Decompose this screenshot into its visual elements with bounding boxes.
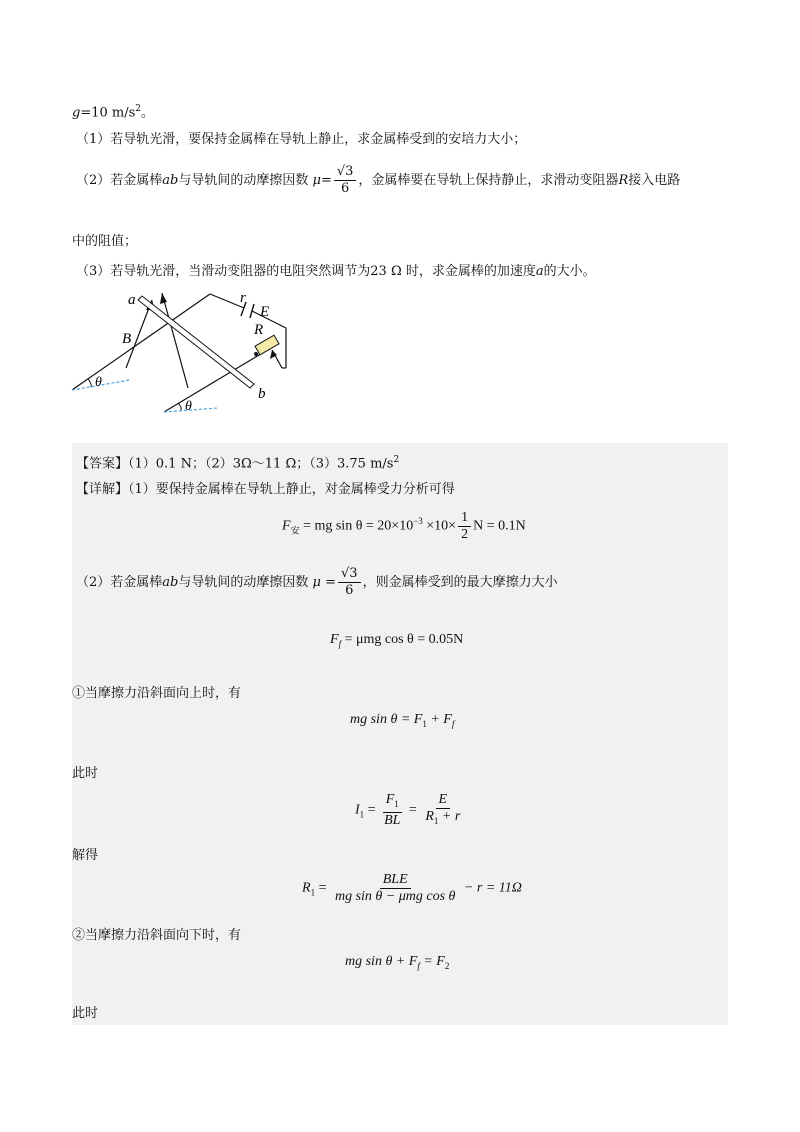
equation-case-1: mg $\sin \theta = F_1 + F_f$: [350, 712, 455, 729]
mu-fraction-solution: $\frac{√3}{6}$: [338, 566, 361, 599]
equation-current: $I_1$ = $\frac{F_1}{BL}$ = $\frac{E}{R_1 + r}$: [355, 792, 465, 829]
current-fraction-1: $\frac{F_1}{BL}$: [384, 792, 401, 828]
label-r: r: [240, 290, 246, 306]
upper-rail: [72, 294, 210, 390]
mu-fraction: $\frac{√3}{6}$: [334, 164, 357, 197]
ci-label-2: 此时: [72, 1006, 99, 1021]
question-3: （3）若导轨光滑，当滑动变阻器的电阻突然调节为23 Ω 时，求金属棒的加速度a的大小。: [76, 264, 596, 279]
equation-ampere-force: $F_安$ = mg $\sin \theta = 20\times 10^{-3} \times 10\times$ $\frac{1}{2}$ N = 0.1N: [282, 510, 526, 542]
case-1-heading: ①当摩擦力沿斜面向上时，有: [72, 686, 242, 701]
label-b: b: [258, 386, 266, 402]
jie-label: 解得: [72, 848, 99, 863]
equation-max-friction: $F_f = \mu mg$ cos θ = 0.05N: [330, 632, 464, 649]
case-2-heading: ②当摩擦力沿斜面向下时，有: [72, 928, 242, 943]
label-E: E: [260, 304, 270, 320]
label-theta-2: θ: [185, 399, 192, 414]
label-a: a: [128, 292, 136, 308]
gravity-line: g=10 $m/s^2$。: [72, 104, 155, 121]
detail-part-2: （2）若金属棒ab与导轨间的动摩擦因数 μ = $\frac{√3}{6}$ ，则金属棒受到的最大摩擦力大小: [76, 566, 558, 598]
theta-arc-1: [88, 379, 91, 387]
b-field-arrowhead-2: [160, 293, 167, 304]
question-1: （1）若导轨光滑，要保持金属棒在导轨上静止，求金属棒受到的安培力大小；: [76, 132, 527, 147]
label-theta-1: θ: [95, 375, 102, 390]
answer-line: 【答案】（1）0.1 N；（2）3Ω～11 Ω；（3）3.75 $m/s^2$: [76, 455, 400, 472]
question-2-continued: 中的阻值；: [72, 234, 138, 249]
equation-case-2: mg $\sin \theta + F_f = F_2$: [345, 954, 450, 971]
junction-dot: [254, 352, 258, 356]
theta-arc-2: [178, 403, 181, 410]
detail-intro: 【详解】（1）要保持金属棒在导轨上静止，对金属棒受力分析可得: [76, 482, 455, 497]
metal-rod-ab: [138, 296, 254, 388]
rheostat: [255, 335, 279, 355]
equation-r1: $R_1$ = $\frac{\text{BLE}}{\text{mg sin θ − μmg cos θ}}$ − r = 11Ω: [302, 872, 522, 904]
label-B: B: [122, 331, 132, 347]
label-R: R: [254, 322, 264, 338]
upper-rail-top: [210, 294, 244, 308]
b-field-arrow-2: [162, 293, 188, 388]
half-fraction: $\frac{1}{2}$: [458, 510, 471, 543]
ci-label-1: 此时: [72, 766, 99, 781]
r1-fraction: $\frac{\text{BLE}}{\text{mg sin θ − μmg cos θ}}$: [334, 872, 456, 904]
rail-circuit-figure: [68, 288, 308, 423]
current-fraction-2: $\frac{E}{R_1 + r}$: [425, 792, 461, 826]
question-2: （2）若金属棒ab与导轨间的动摩擦因数 μ= $\frac{√3}{6}$ ，金属棒要在导轨上保持静止，求滑动变阻器R接入电路: [76, 164, 681, 196]
